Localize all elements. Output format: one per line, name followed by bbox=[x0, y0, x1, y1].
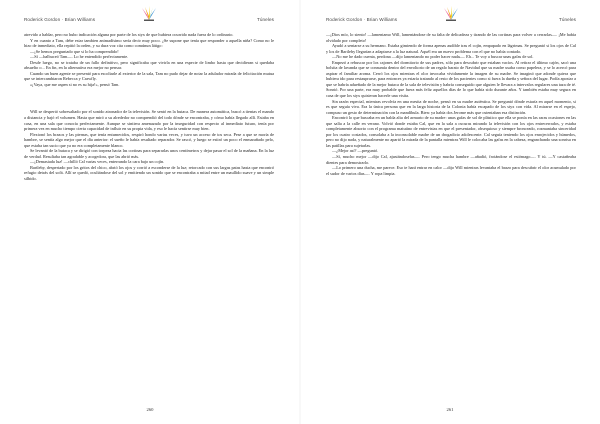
running-head bbox=[326, 14, 576, 28]
page-number: 260 bbox=[146, 407, 154, 412]
running-author: Roderick Gordon · Brian Williams bbox=[326, 17, 398, 22]
running-head bbox=[24, 14, 274, 28]
paragraph: «¡Vaya, que me aspen si no es su hija!», pensó Tam. bbox=[30, 81, 120, 87]
paragraph: Empezó a rebuscar por los cajones del dormitorio de sus padres, sólo para descubrir que estaban vacíos. Al retirar el último cajón, sacó una bolsita de lavanda que se consumía dentro del envoltorio de un regalo barato de Navidad que su madre usaba como papelera, y se lo acercó para aspirar el familiar aroma. Cerró los ojos mientras el olor invocaba vívidamente la imagen de su madre. Se imaginó que adonde quiera que hubiera ido para restauprarse, para entonces ya estaría tratando al resto de los pacientes como si fuera la dueña y señora del lugar. Podía apostar a que se habría adueñado de la mejor butaca de la sala de televisión y habría conseguido que alguien le llevara a intervalos regulares una taza de té. Sonrió. Por una parte, era muy probable que fuera más feliz aquellos días de lo que había sido durante años. Y también estaba muy segura en casa de que los styx quisieran hacerle una visita. bbox=[326, 59, 576, 99]
paragraph: Encontró lo que buscaba en un balda alta del armario de su madre: unas gafas de sol de plástico que ella se ponía en las raras ocasiones en las que salía a la calle en verano. Volvió donde estaba Cal, que en la sala a oscuras mirando la televisión con los ojos entrecerrados, y estaba completamente absorto con el programa matutino de entrevistas en que el presentador, obsequioso y siempre bronceado, rozmaniaba sinceridad por los cuatro costados, consolaba a la inconsolable madre de un drogadicto adolescente. Cal seguía teniendo los ojos enrojecidos y húmedos, pero no dijo nada, y naturalmente no apartó la mirada de la pantalla mientras Will le colocaba las gafas en la cabeza, enganchando una sonrisa en las patillas para sujetarlas. bbox=[326, 115, 576, 148]
running-title: Túneles bbox=[558, 17, 576, 22]
running-title: Túneles bbox=[256, 17, 274, 22]
paragraph: Se levantó de la butaca y se dirigió con torpeza hacia las cortinas para separarlas unos centímetros y dejar pasar el sol de la mañana. En la luz de verdad. Resultaba tan agradable y acogedora, que las abrió más. bbox=[24, 148, 274, 159]
paragraph: —¡Se hemos preguntado que si lo ha comprendido! bbox=[30, 48, 119, 54]
paragraph: —¿Mejor así? —preguntó. bbox=[332, 148, 379, 154]
paragraph: atrevido a hablar, pero no hubo indicación alguna por parte de los styx de que hubiera ocurrido nada fuera de lo ordinario. bbox=[24, 32, 234, 37]
paragraph: Cuando un buen agente se presentó para escoltarle al exterior de la sala, Tam no pudo dejar de notar la adulador mirada de felicitación mutua que se intercambiaron Rebecca y Crawfly. bbox=[24, 70, 274, 82]
paragraph: Will se despertó sobresaltado por el sonido atronador de la televisión. Se sentó en la butaca. De manera automática, buscó a tientas el mando a distancia y bajó el volumen. Hasta que miró a su alrededor no comprendió del todo dónde se encontraba, y cómo había llegado allí. Estaba en casa, en una sala que conocía perfectamente. Aunque se sintiera amenazado por la inseguridad con respecto al inmediato futuro, tenía por primera vez en mucho tiempo cierta capacidad de influir en su propia vida, y eso le hacía sentirse muy bien. bbox=[24, 109, 274, 132]
paragraph: —No me he dado cuenta, perdona —dijo lamentando no poder hacer nada—. Eh... Te voy a buscar unas gafas de sol. bbox=[332, 54, 534, 60]
paragraph: —¡Dios mío, lo siento! —lamentamo Will, lamentándose de su falta de delicadeza y tirando de las cortinas para volver a cerrarlas—. ¡Me había olvidado por completo! bbox=[326, 32, 576, 43]
scene-break bbox=[24, 87, 274, 109]
publisher-logo-icon bbox=[440, 6, 462, 22]
paragraph: Desde luego, no se trataba de un fallo definitivo, pero significaba que vivirla en una especie de limbo hasta que decidieran si quedaba absuelto o... En fin, en la alternativa era mejor no pensar. bbox=[24, 59, 274, 71]
paragraph: —Sí —balbuceó Tam—. Lo he entendido perfectamente. bbox=[30, 54, 129, 60]
paragraph: —Sí, mucho mejor —dijo Cal, ajustándoselas—. Pero tengo mucha hambre —añadió, frotándose el estómago—. Y tú. —Y castañeaba dientes para demostrarlo. bbox=[326, 154, 576, 165]
paragraph: Y en cuanto a Tam, debe estar tambien animadísimo sería decir muy poco. ¿Se supone que tenía que responder a aquella niña? Como no le hizo de inmediato, ella repitió la orden, y su dura voz cita como comúnun látigo: bbox=[24, 37, 274, 49]
paragraph: —¡Demasiada luz! —chilló Cal varias veces, enterrando la cara bajo un cojín. bbox=[30, 159, 165, 165]
paragraph: Flexionó los brazos y las piernas, que tenía entumecidos, respiró hondo varias veces, y tuvo un acceso de tos seca. Pese a que se moría de hambre, se sentía algo mejor que el día anterior: el sueño le había resultado reparador. Se rascó, y luego se estiró un poco el enmarañado pelo, que estaba tan sucio que ya no era completamente blanco. bbox=[24, 131, 274, 148]
page-number: 261 bbox=[446, 407, 454, 412]
right-page bbox=[300, 0, 600, 424]
publisher-logo-icon bbox=[138, 6, 160, 22]
left-body-text bbox=[24, 32, 274, 182]
paragraph: —Lo primero una ducha, me parece. Eso te hará entrar en calor —dijo Will mientras levantaba el brazo para descubrir el olor acumulado por el sudor de varios días—. Y ropa limpia. bbox=[326, 165, 576, 176]
running-author: Roderick Gordon · Brian Williams bbox=[24, 17, 96, 22]
right-body-text bbox=[326, 32, 576, 176]
paragraph: Bartleby, despertado por los gritos del chico, abrió los ojos y corrió a esconderse de la luz; retorcado con sus largas patas hasta que encontró refugio detrás del sofá. Allí se quedó, ocultándose del sol y emitiendo un sonido que se encontraba a mitad entre un maullido suave y un simple silbido. bbox=[24, 164, 274, 182]
paragraph: Sin razón especial, mientras revolvía en una mesita de noche, pensó en su madre auténtica. Se preguntó dónde estaría en aquel momento, si es que seguía viva. Era la única persona que en la larga historia de la Colonia había escapado de los styx con vida. Al mirarse en el espejo, compuso un gesto de determinación con la mandíbula. Bien: ya había dos Jerome más que ostentaban esa distinción. bbox=[326, 98, 576, 115]
paragraph: Ayudó a sentarse a su hermano. Estaba gimiendo de forma apenas audible tras el cojín, empapado en lágrimas. Se preguntó si los ojos de Cal y los de Bartleby llegarían a adaptarse a la luz natural. Aquél era un nuevo problema con el que no había contado. bbox=[326, 43, 576, 54]
